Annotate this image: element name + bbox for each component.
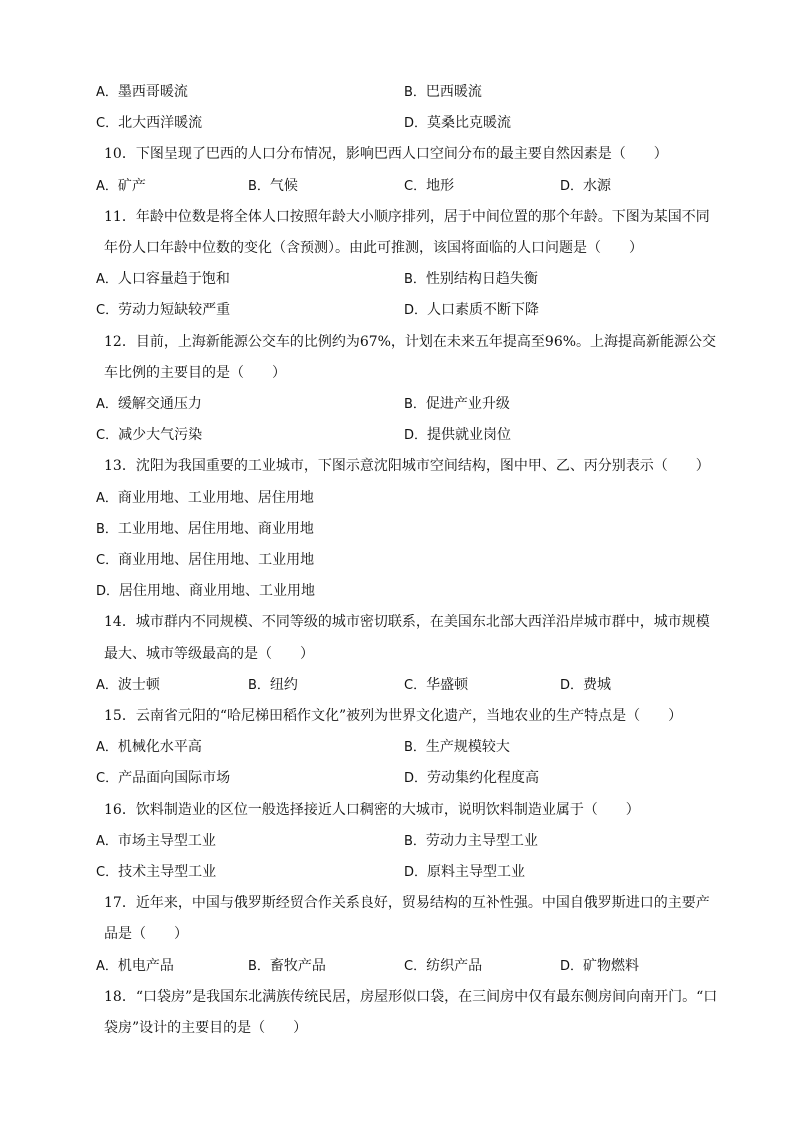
answer-option	[96, 579, 315, 604]
option-letter: A．	[96, 740, 118, 756]
answer-option	[404, 954, 482, 979]
option-letter: D．	[560, 178, 584, 194]
answer-option	[96, 548, 314, 573]
answer-option	[404, 860, 525, 885]
option-text: 费城	[583, 676, 612, 693]
option-text: 矿物燃料	[583, 957, 640, 974]
question-stem-line	[0, 891, 794, 915]
option-text: 波士顿	[117, 676, 160, 693]
answer-options-row	[0, 766, 794, 790]
answer-options-row	[0, 954, 794, 978]
option-letter: D．	[560, 958, 584, 974]
option-letter: A．	[96, 677, 118, 693]
option-letter: B．	[404, 272, 426, 288]
question-stem-line	[0, 454, 794, 478]
option-letter: C．	[96, 771, 119, 787]
option-text: 缓解交通压力	[117, 396, 202, 412]
option-text: 人口素质不断下降	[427, 302, 540, 319]
question-text: 13．沈阳为我国重要的工业城市，下图示意沈阳城市空间结构，图中甲、乙、丙分别表示（ ）	[104, 458, 710, 475]
option-text: 技术主导型工业	[118, 864, 217, 880]
answer-option	[96, 80, 188, 105]
option-letter: D．	[404, 428, 428, 444]
question-stem-line	[0, 361, 794, 385]
option-text: 商业用地、居住用地、工业用地	[118, 552, 315, 568]
option-letter: D．	[560, 677, 584, 693]
option-letter: C．	[96, 116, 119, 132]
option-letter: D．	[96, 584, 120, 600]
option-text: 商业用地、工业用地、居住用地	[117, 489, 314, 506]
question-stem-line	[0, 642, 794, 666]
option-text: 性别结构日趋失衡	[425, 271, 538, 288]
option-letter: D．	[404, 771, 428, 787]
option-text: 减少大气污染	[118, 427, 203, 444]
option-letter: C．	[404, 178, 427, 194]
question-text: 17．近年来，中国与俄罗斯经贸合作关系良好，贸易结构的互补性强。中国自俄罗斯进口的主要产	[104, 895, 710, 912]
answer-option	[248, 673, 298, 698]
option-text: 市场主导型工业	[117, 832, 216, 849]
option-text: 机电产品	[117, 957, 174, 974]
option-letter: D．	[404, 303, 428, 319]
option-letter: C．	[96, 428, 119, 444]
answer-option	[96, 298, 230, 323]
option-text: 莫桑比克暖流	[427, 115, 512, 132]
question-text: 品是（ ）	[104, 926, 188, 943]
option-text: 矿产	[117, 177, 146, 194]
answer-option	[404, 392, 510, 417]
answer-option	[404, 80, 482, 105]
option-letter: A．	[96, 85, 118, 100]
answer-options-row	[0, 548, 794, 572]
answer-option	[404, 735, 510, 760]
answer-options-row	[0, 517, 794, 541]
option-letter: A．	[96, 490, 118, 506]
question-text: 16．饮料制造业的区位一般选择接近人口稠密的大城市，说明饮料制造业属于（ ）	[104, 801, 640, 818]
answer-option	[404, 267, 538, 292]
answer-options-row	[0, 829, 794, 853]
option-letter: A．	[96, 272, 118, 288]
answer-option	[96, 267, 230, 292]
option-letter: C．	[96, 303, 119, 319]
option-text: 工业用地、居住用地、商业用地	[117, 520, 314, 537]
answer-option	[560, 174, 611, 199]
answer-option	[96, 423, 202, 448]
option-text: 原料主导型工业	[427, 864, 526, 880]
option-text: 华盛顿	[426, 676, 469, 693]
option-letter: B．	[404, 740, 426, 756]
question-text: 14．城市群内不同规模、不同等级的城市密切联系，在美国东北部大西洋沿岸城市群中，城市规模	[104, 614, 710, 631]
question-text: 12．目前，上海新能源公交车的比例约为67%，计划在未来五年提高至96%。上海提高新能源公交	[104, 333, 717, 350]
question-stem-line	[0, 610, 794, 634]
option-text: 墨西哥暖流	[117, 84, 188, 100]
option-text: 北大西洋暖流	[118, 115, 203, 132]
answer-option	[96, 860, 216, 885]
question-text: 车比例的主要目的是（ ）	[104, 364, 286, 381]
answer-options-row	[0, 673, 794, 697]
question-stem-line	[0, 205, 794, 229]
option-letter: C．	[404, 677, 427, 693]
option-text: 劳动力短缺较严重	[118, 302, 231, 319]
option-letter: A．	[96, 833, 118, 849]
option-text: 提供就业岗位	[427, 427, 512, 444]
option-text: 水源	[583, 177, 612, 194]
option-letter: B．	[248, 958, 270, 974]
option-text: 产品面向国际市场	[118, 770, 231, 787]
option-letter: B．	[404, 397, 426, 412]
option-text: 居住用地、商业用地、工业用地	[119, 583, 316, 600]
question-stem-line	[0, 236, 794, 260]
answer-option	[96, 673, 160, 698]
answer-option	[404, 298, 539, 323]
question-text: 10．下图呈现了巴西的人口分布情况，影响巴西人口空间分布的最主要自然因素是（ ）	[104, 146, 668, 163]
question-text: 18．“口袋房”是我国东北满族传统民居，房屋形似口袋，在三间房中仅有最东侧房间向南开门。“口	[104, 988, 718, 1005]
question-stem-line	[0, 798, 794, 822]
question-stem-line	[0, 922, 794, 946]
answer-option	[96, 486, 314, 511]
answer-options-row	[0, 579, 794, 603]
answer-option	[404, 673, 468, 698]
answer-option	[96, 735, 202, 760]
answer-options-row	[0, 860, 794, 884]
answer-option	[560, 673, 611, 698]
option-text: 纽约	[269, 676, 298, 693]
question-text: 袋房”设计的主要目的是（ ）	[104, 1020, 308, 1036]
answer-option	[96, 392, 202, 417]
option-letter: C．	[404, 958, 427, 974]
question-stem-line	[0, 330, 794, 354]
question-stem-line	[0, 985, 794, 1009]
option-text: 畜牧产品	[269, 957, 326, 974]
option-letter: B．	[404, 85, 426, 100]
answer-option	[96, 111, 202, 136]
answer-option	[96, 829, 216, 854]
option-letter: D．	[404, 865, 428, 880]
question-text: 最大、城市等级最高的是（ ）	[104, 645, 314, 662]
answer-option	[96, 517, 314, 542]
question-text: 15．云南省元阳的“哈尼梯田稻作文化”被列为世界文化遗产，当地农业的生产特点是（ ）	[104, 708, 683, 724]
option-text: 巴西暖流	[425, 84, 482, 100]
answer-option	[248, 954, 326, 979]
option-letter: A．	[96, 958, 118, 974]
option-letter: A．	[96, 178, 118, 194]
answer-option	[404, 829, 538, 854]
option-text: 劳动力主导型工业	[425, 832, 538, 849]
option-text: 劳动集约化程度高	[427, 770, 540, 787]
option-letter: B．	[248, 178, 270, 194]
question-stem-line	[0, 142, 794, 166]
answer-options-row	[0, 174, 794, 198]
answer-options-row	[0, 486, 794, 510]
option-letter: B．	[404, 833, 426, 849]
answer-options-row	[0, 735, 794, 759]
answer-option	[96, 954, 174, 979]
question-stem-line	[0, 1016, 794, 1040]
question-text: 年份人口年龄中位数的变化（含预测）。由此可推测，该国将面临的人口问题是（ ）	[104, 240, 643, 256]
option-letter: B．	[96, 521, 118, 537]
answer-options-row	[0, 392, 794, 416]
option-letter: A．	[96, 397, 118, 412]
answer-option	[248, 174, 298, 199]
answer-options-row	[0, 298, 794, 322]
option-text: 地形	[426, 177, 455, 194]
answer-option	[404, 111, 511, 136]
answer-options-row	[0, 267, 794, 291]
answer-option	[96, 174, 146, 199]
question-text: 11．年龄中位数是将全体人口按照年龄大小顺序排列，居于中间位置的那个年龄。下图为某国不同	[104, 208, 710, 225]
answer-options-row	[0, 423, 794, 447]
answer-option	[404, 423, 511, 448]
answer-option	[96, 766, 230, 791]
answer-option	[404, 174, 454, 199]
answer-option	[404, 766, 539, 791]
option-text: 人口容量趋于饱和	[117, 271, 230, 288]
option-text: 机械化水平高	[117, 739, 202, 756]
option-letter: C．	[96, 553, 119, 568]
option-text: 气候	[269, 177, 298, 194]
option-text: 生产规模较大	[425, 739, 510, 756]
answer-options-row	[0, 111, 794, 135]
question-stem-line	[0, 704, 794, 728]
option-text: 促进产业升级	[425, 396, 510, 412]
option-letter: D．	[404, 116, 428, 132]
option-letter: B．	[248, 677, 270, 693]
option-text: 纺织产品	[426, 957, 483, 974]
option-letter: C．	[96, 865, 119, 880]
answer-options-row	[0, 80, 794, 104]
answer-option	[560, 954, 639, 979]
